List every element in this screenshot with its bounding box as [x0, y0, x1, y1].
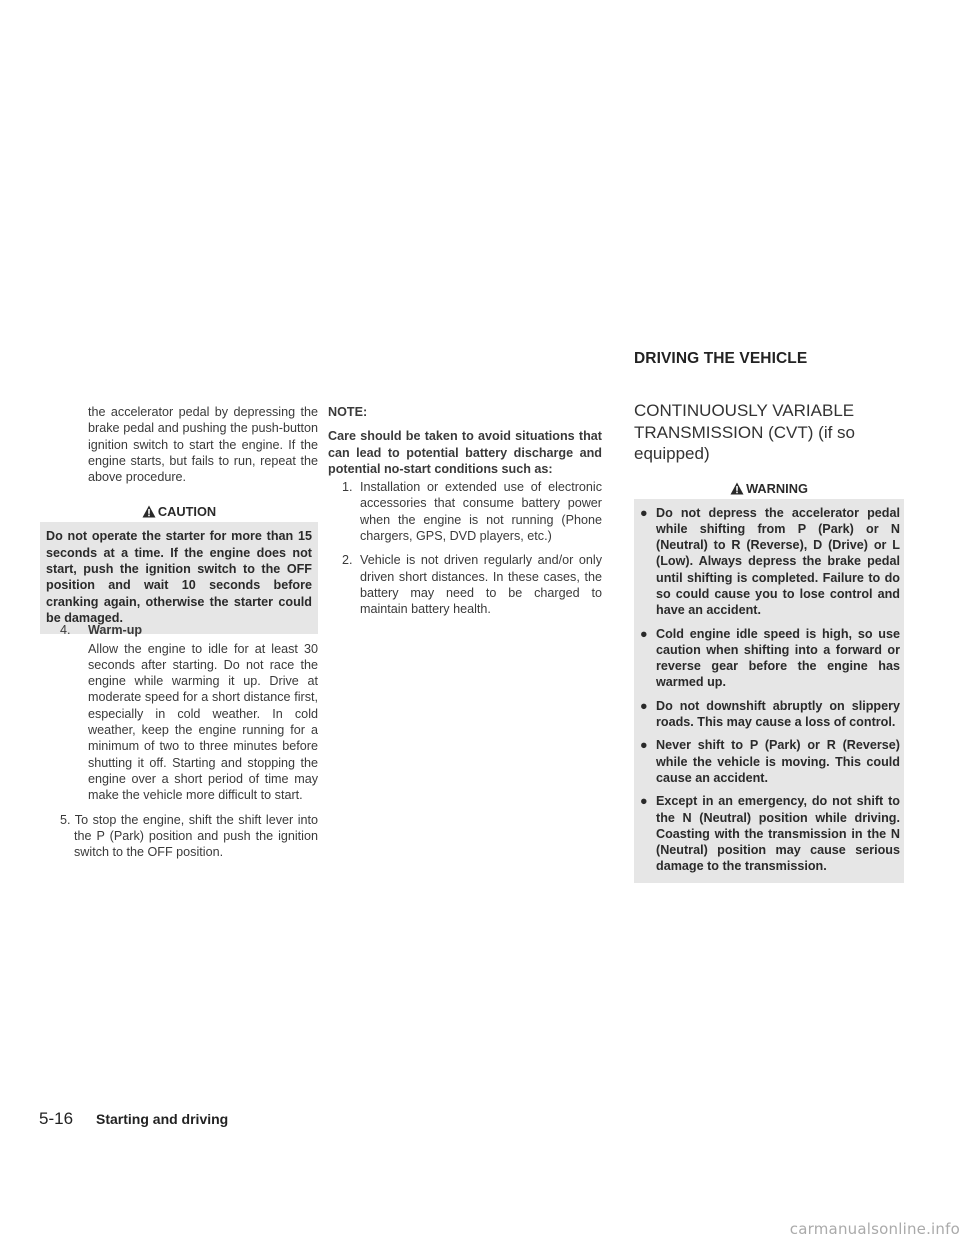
warning-bullet-1-text: Do not depress the accelerator pedal while shifting from P (Park) or N (Neutral) to R (Reverse), D (Drive) or L (Low). Always depress the brake pedal until shifting is completed. Failure to do so could cause you to lose control and have an accident.: [656, 505, 900, 618]
warning-triangle-icon: [730, 481, 744, 501]
bullet-icon: ●: [640, 505, 648, 520]
column-2: [328, 404, 602, 626]
bullet-icon: ●: [640, 794, 648, 809]
step-4-block: [40, 622, 318, 803]
note-item-2-text: Vehicle is not driven regularly and/or only driven short distances. In these cases, the battery may need to be charged to maintain battery health.: [360, 553, 602, 617]
caution-box: [40, 522, 318, 634]
caution-label: CAUTION: [157, 504, 217, 520]
caution-header: [40, 502, 318, 522]
bullet-icon: ●: [640, 738, 648, 753]
warning-bullet-4: [640, 737, 900, 786]
warning-triangle-icon: [142, 504, 156, 524]
warning-label: WARNING: [746, 480, 808, 496]
warning-bullet-3-text: Do not downshift abruptly on slippery roads. This may cause a loss of control.: [656, 698, 900, 730]
intro-paragraph: the accelerator pedal by depressing the brake pedal and pushing the push-button ignition switch to start the engine. If the engine starts, but fails to run, repeat the above procedure.: [88, 405, 318, 485]
note-item-1-num: 1.: [342, 480, 353, 495]
chapter-title: Starting and driving: [96, 1111, 229, 1127]
step-5: 5. To stop the engine, shift the shift lever into the P (Park) position and push the ignition switch to the OFF position.: [60, 812, 318, 860]
warning-bullet-1: [640, 505, 900, 619]
column-1: [40, 404, 318, 860]
warning-bullet-3: [640, 698, 900, 731]
bullet-icon: ●: [640, 626, 648, 641]
warning-bullet-2: [640, 626, 900, 691]
step-4-text: Allow the engine to idle for at least 30 seconds after starting. Do not race the engine while warming it up. Drive at moderate speed for a short distance first, especially in cold weather. In cold weather, keep the engine running for a minimum of two to three minutes before shutting it off. Starting and stopping the engine over a short period of time may make the vehicle more difficult to start.: [88, 641, 318, 803]
page-number: 5-16: [39, 1109, 74, 1128]
warning-bullet-5-text: Except in an emergency, do not shift to the N (Neutral) position while driving. Coasting with the transmission in the N (Neutral) position may cause serious damage to the transmission.: [656, 794, 900, 874]
column-3: [634, 401, 904, 883]
cvt-title: CONTINUOUSLY VARIABLE TRANSMISSION (CVT) (if so equipped): [634, 401, 856, 463]
note-intro: Care should be taken to avoid situations that can lead to potential battery discharge and potential no-start conditions such as:: [328, 429, 602, 476]
warning-box: [634, 499, 904, 883]
step-4-title: Warm-up: [88, 623, 143, 638]
note-item-2: [328, 552, 602, 617]
caution-text: Do not operate the starter for more than 15 seconds at a time. If the engine does not start, push the ignition switch to the OFF position and wait 10 seconds before cranking again, otherwise the starter could be damaged.: [46, 529, 312, 625]
warning-bullet-5: [640, 793, 900, 874]
warning-bullet-2-text: Cold engine idle speed is high, so use caution when shifting into a forward or reverse gear before the engine has warmed up.: [656, 626, 900, 690]
note-item-1: [328, 479, 602, 544]
watermark: carmanualsonline.info: [789, 1220, 960, 1238]
note-item-1-text: Installation or extended use of electronic accessories that consume battery power when the engine is not running (Phone chargers, GPS, DVD players, etc.): [360, 480, 602, 544]
note-title: NOTE:: [328, 405, 368, 419]
warning-bullet-4-text: Never shift to P (Park) or R (Reverse) while the vehicle is moving. This could cause an accident.: [656, 738, 900, 785]
step-4-num: 4.: [60, 623, 71, 638]
section-header: DRIVING THE VEHICLE: [634, 350, 808, 367]
bullet-icon: ●: [640, 698, 648, 713]
note-item-2-num: 2.: [342, 553, 353, 568]
warning-header: [634, 479, 904, 499]
